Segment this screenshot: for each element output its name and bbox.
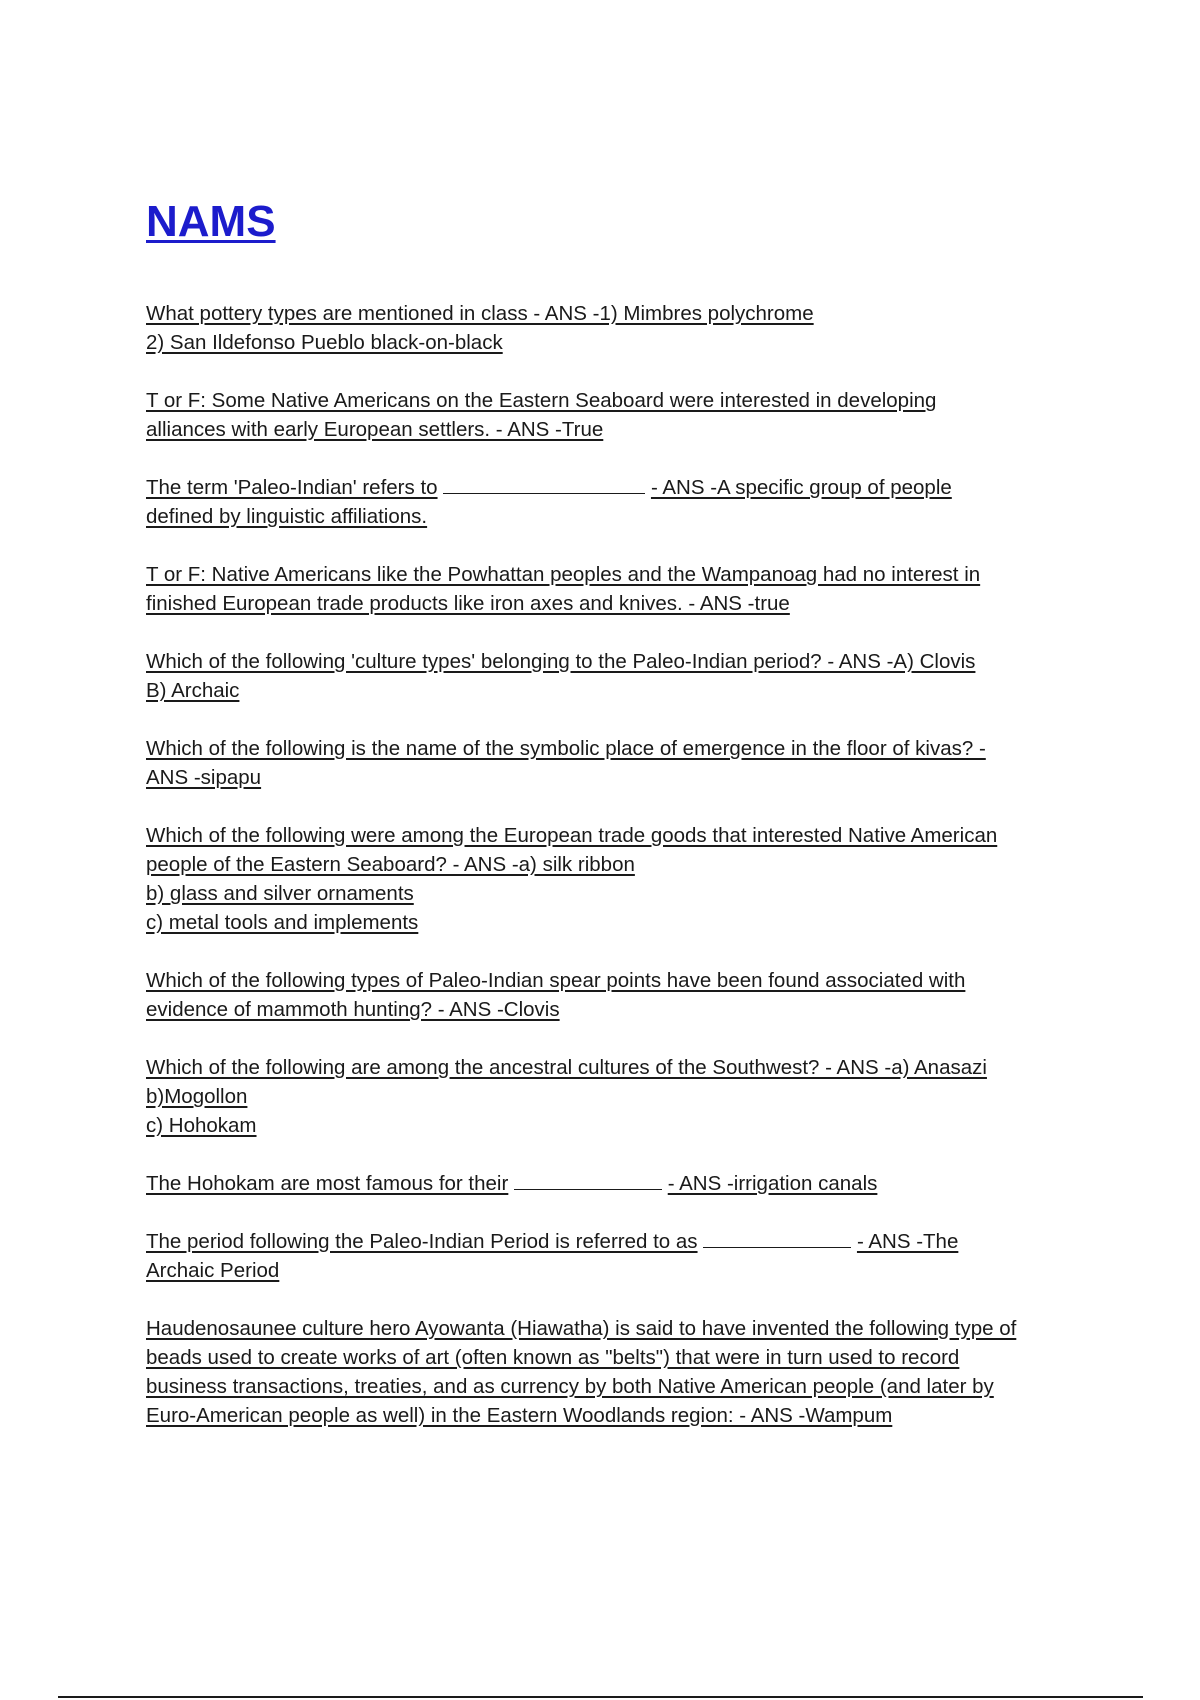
qa-question-text: The term 'Paleo-Indian' refers to	[146, 476, 438, 499]
qa-question-text: The Hohokam are most famous for their	[146, 1172, 509, 1195]
qa-item	[146, 1227, 1096, 1285]
qa-line-text: Which of the following is the name of the symbolic place of emergence in the floor of kivas? -	[146, 737, 986, 760]
qa-line-text: business transactions, treaties, and as currency by both Native American people (and later by	[146, 1375, 994, 1398]
qa-list	[146, 299, 1096, 1459]
qa-line-text: defined by linguistic affiliations.	[146, 505, 428, 528]
qa-line-text: finished European trade products like iron axes and knives. - ANS -true	[146, 592, 790, 615]
qa-item	[146, 299, 1096, 357]
fill-in-blank	[443, 475, 645, 494]
qa-answer-text: - ANS -The	[856, 1230, 959, 1253]
qa-line-text: alliances with early European settlers. - ANS -True	[146, 418, 604, 441]
qa-answer-text: - ANS -A specific group of people	[650, 476, 952, 499]
qa-line-text: Which of the following are among the ancestral cultures of the Southwest? - ANS -a) Anasazi	[146, 1056, 987, 1079]
qa-answer-text: - ANS -irrigation canals	[667, 1172, 878, 1195]
qa-item	[146, 1314, 1096, 1430]
qa-line-text: people of the Eastern Seaboard? - ANS -a) silk ribbon	[146, 853, 635, 876]
qa-line-text: c) Hohokam	[146, 1114, 257, 1137]
qa-line-text: 2) San Ildefonso Pueblo black-on-black	[146, 331, 503, 354]
qa-item	[146, 386, 1096, 444]
fill-in-blank	[514, 1171, 662, 1190]
qa-item	[146, 1169, 1096, 1198]
qa-item	[146, 734, 1096, 792]
qa-line-text: Which of the following 'culture types' belonging to the Paleo-Indian period? - ANS -A) Clovis	[146, 650, 976, 673]
qa-line-text: c) metal tools and implements	[146, 911, 419, 934]
qa-line-text: ANS -sipapu	[146, 766, 262, 789]
qa-item	[146, 560, 1096, 618]
document-title: NAMS	[146, 197, 276, 246]
qa-line-text: evidence of mammoth hunting? - ANS -Clovis	[146, 998, 560, 1021]
qa-line-text: T or F: Some Native Americans on the Eastern Seaboard were interested in developing	[146, 389, 937, 412]
qa-line-text: Which of the following were among the European trade goods that interested Native American	[146, 824, 998, 847]
qa-line-text: B) Archaic	[146, 679, 240, 702]
qa-item	[146, 473, 1096, 531]
qa-line-text: Euro-American people as well) in the Eastern Woodlands region: - ANS -Wampum	[146, 1404, 893, 1427]
qa-item	[146, 966, 1096, 1024]
qa-item	[146, 821, 1096, 937]
qa-line-text: Haudenosaunee culture hero Ayowanta (Hiawatha) is said to have invented the following type of	[146, 1317, 1017, 1340]
qa-line-text: b) glass and silver ornaments	[146, 882, 414, 905]
qa-line-text: b)Mogollon	[146, 1085, 248, 1108]
footer-rule	[58, 1696, 1143, 1698]
qa-item	[146, 1053, 1096, 1140]
qa-line-text: What pottery types are mentioned in class - ANS -1) Mimbres polychrome	[146, 302, 814, 325]
fill-in-blank	[703, 1229, 851, 1248]
qa-item	[146, 647, 1096, 705]
qa-line-text: Archaic Period	[146, 1259, 280, 1282]
qa-question-text: The period following the Paleo-Indian Period is referred to as	[146, 1230, 698, 1253]
qa-line-text: T or F: Native Americans like the Powhattan peoples and the Wampanoag had no interest in	[146, 563, 981, 586]
qa-line-text: Which of the following types of Paleo-Indian spear points have been found associated with	[146, 969, 966, 992]
qa-line-text: beads used to create works of art (often known as "belts") that were in turn used to record	[146, 1346, 960, 1369]
